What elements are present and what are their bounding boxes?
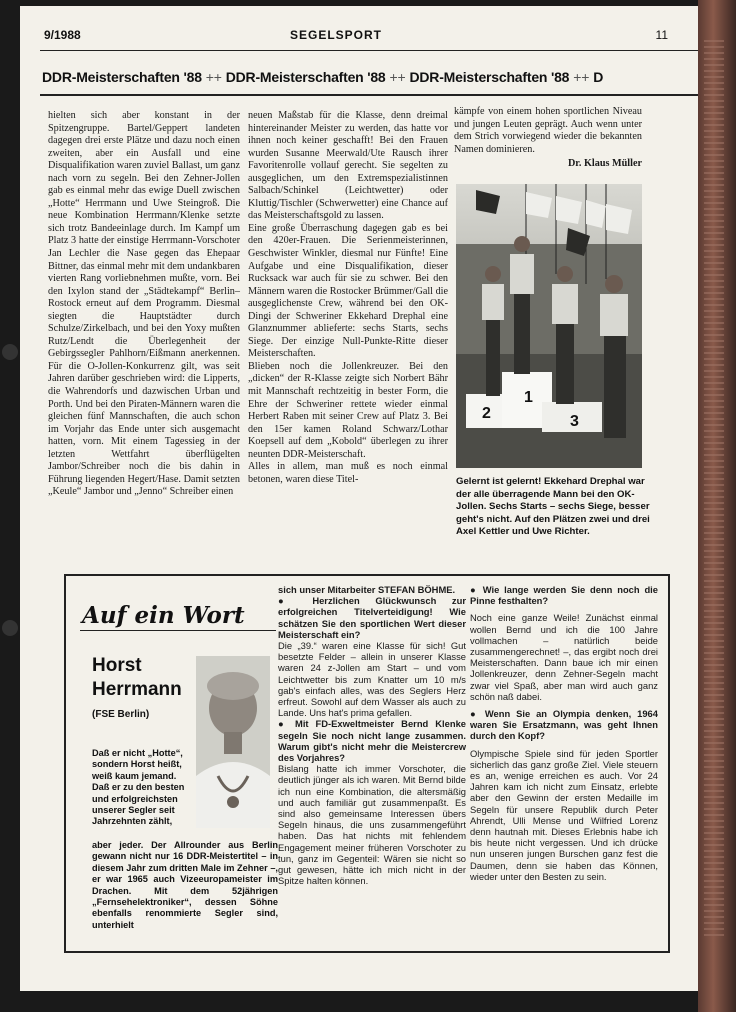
interviewee-name — [92, 654, 182, 702]
article-paragraph: Eine große Überraschung dagegen gab es bei den 420er-Frauen. Die Serienmeisterinnen, Geschwister Winkler, diesmal nur Fünfte! Eine Aufgabe und eine Disqualifikation, dieser Rucksack war auch für sie zu schwer. Bei den Männern waren die Rostocker Brümmer/Gall die ausgeglichenste Crew, während bei den OK-Dingi der Schweriner Ekkehard Drephal eine Glanznummer ablieferte: sechs Starts, sechs Siege. Der einzige Null-Punkte-Ritte dieser Meisterschaften. — [248, 222, 449, 360]
interviewee-first-name: Horst — [92, 655, 142, 676]
interview-question: ● Herzlichen Glückwunsch zur erfolgreichen Titelverteidigung! Wie schätzen Sie den sportlichen Wert dieser Meisterschaft ein? — [278, 595, 466, 640]
podium-number: 2 — [482, 405, 491, 422]
interview-answer: Bislang hatte ich immer Vorschoter, die deutlich jünger als ich waren. Mit Bernd bilde ich nun eine Kombination, die altersmäßig und auch familiär gut zusammenpaßt. Es sind also gemeinsame Interessen übers Segeln hinaus, die uns zusammengeführt haben. Das hat nichts mit fehlendem Engagement meiner früheren Vorschoter zu tun, ganz im Gegenteil: Wären sie nicht so gut gewesen, hätte ich mich nicht in der Spitze halten können. — [278, 763, 466, 887]
interview-answer: Olympische Spiele sind für jeden Sportler sicherlich das ganz große Ziel. Viele steuern es an, wenige erreichen es auch. Vor 24 Jahren kam ich nicht zum Einsatz, erlebte aber den Gewinn der ersten Medaille im Segeln für unsere Republik durch Peter Ahrendt, Ulli Mense und Wilfried Lorenz denn hautnah mit. Dieses Erlebnis habe ich bis heute nicht vergessen. Und ich drücke nun unseren jungen Burschen ganz fest die Daumen, denn sie haben das Können, wieder unter den Besten zu sein. — [470, 747, 658, 882]
podium-number: 1 — [524, 389, 533, 406]
article-paragraph: Alles in allem, man muß es noch einmal betonen, waren diese Titel- — [248, 461, 448, 485]
banner-separator: ++ — [205, 69, 222, 85]
podium-number: 3 — [570, 413, 579, 430]
interview-question: ● Wie lange werden Sie denn noch die Pinne festhalten? — [470, 584, 658, 607]
interviewee-portrait — [196, 656, 270, 828]
section-title: SEGELSPORT — [290, 28, 383, 42]
interview-column-2 — [278, 584, 466, 886]
interview-intro: Daß er nicht „Hotte“, sondern Horst heißt, weiß kaum jemand. Daß er zu den besten und erfolgreichsten unserer Segler seit Jahrzehnten zählt, — [92, 748, 185, 827]
interview-question: ● Mit FD-Exweltmeister Bernd Klenke segeln Sie noch nicht lange zusammen. Warum gibt's nicht mehr die Meistercrew des Vorjahres? — [278, 718, 466, 764]
article-paragraph: neuen Maßstab für die Klasse, denn dreimal hintereinander Meister zu werden, das hatte vor ihnen noch keiner geschafft! Bei den Frauen wurden Susanne Meerwald/Ute Rausch ihrer Favoritenrolle vollauf gerecht. Sie segelten zu ausgeglichen, um den Extremspezialistinnen Salbach/Schinkel (Leichtwetter) oder Kluttig/Tischler (Schwerwetter) eine Chance auf das Meisterschaftsgold zu lassen. — [248, 110, 448, 222]
page-header — [20, 28, 698, 48]
page-number: 11 — [655, 28, 668, 42]
interview-lead: sich unser Mitarbeiter STEFAN BÖHME. — [278, 584, 456, 595]
photo-caption: Gelernt ist gelernt! Ekkehard Drephal war der alle überragende Mann bei den OK-Jollen. Sechs Starts – sechs Siege, besser geht's nicht. Auf den Plätzen zwei und drei Axel Kettler und Uwe Richter. — [456, 476, 650, 538]
article-paragraph: Blieben noch die Jollenkreuzer. Bei den „dicken“ der R-Klasse zeigte sich Norbert Bähr mit Mannschaft rechtzeitig in bester Form, die Ehre der Schweriner rettete wieder einmal Herbert Raben mit seiner Crew auf Platz 3. Bei den 15er kamen Roland Schwarz/Lothar Koepsell auf dem „Kobold“ überlegen zu ihrer neunten DDR-Meisterschaft. — [248, 360, 448, 460]
interview-column-3 — [470, 584, 658, 882]
interview-answer: Die „39.“ waren eine Klasse für sich! Gut besetzte Felder – allein in unserer Klasse waren 24 z-Jollen am Start – und vom Leichtwetter bis zum Knatter um 10 m/s gab's einfach alles, was des Seglers Herz erfreut. Sowohl auf dem Wasser als auch zu Lande. Uns hat's prima gefallen. — [278, 640, 466, 719]
article-column-1 — [48, 110, 240, 554]
article-author: Dr. Klaus Müller — [567, 158, 642, 170]
section-banner — [42, 69, 698, 91]
banner-item: D — [593, 69, 604, 85]
interviewee-club: (FSE Berlin) — [92, 709, 150, 720]
interview-title: Auf ein Wort — [82, 602, 245, 629]
banner-item: DDR-Meisterschaften '88 — [225, 69, 386, 85]
article-paragraph: hielten sich aber konstant in der Spitzengruppe. Bartel/Geppert landeten dagegen drei erste Plätze und dazu noch einen zweiten, aber ein Ausfall und eine Disqualifikation waren zuviel Ballast, um ganz nach vorn zu segeln. Bei den Zehner-Jollen gab es einmal mehr das ewige Duell zwischen „Hotte“ Herrmann und Uwe Steingroß. Die neue Kombination Herrmann/Klenke setzte sich trotz Bandeeinlage durch. Im Kampf um Platz 3 hatte der einstige Herrmann-Vorschoter Jan Lechler die Nase gegen das Ehepaar Bittner, das einmal mehr mit dem undankbaren vierten Rang vorliebnehmen mußte, vorn. Bei den Ixylon stand der „Städtekampf“ Berlin–Rostock erneut auf dem Programm. Diesmal siegten die Hauptstädter durch Schulze/Zirkelbach, und bei den Yoxy mußten Rutz/Lendt die Überlegenheit der Gebirgssegler Pahlhorn/Eißmann anerkennen. Für die O-Jollen-Konkurrenz gilt, was seit Jahren darüber geschrieben wird: die Lipperts, die Wahrendorfs und dazwischen Urban und Porth. Und bei den Piraten-Männern waren die gleichen fünf Mannschaften, die auch schon im Vorjahr das Ende unter sich ausgemacht hatten, vorn. Mit einem Tagessieg in der letzten Wettfahrt überflügelten Jambor/Schreiber noch die bis dahin in Führung liegenden Hegert/Hase. Damit setzten „Keule“ Jambor und „Jenno“ Schreiber einen — [48, 110, 240, 498]
podium-photo — [456, 184, 642, 468]
banner-separator: ++ — [389, 69, 406, 85]
interview-answer: Noch eine ganze Weile! Zunächst einmal wollen Bernd und ich die 100 Jahre vollmachen – natürlich beide zusammengerechnet! –, das ergibt noch drei Meisterschaften. Dann baue ich mir einen Jollenkreuzer, denn Zehner-Segeln macht zwar viel Spaß, aber man wird auch ganz schön naß dabei. — [470, 612, 658, 702]
punch-hole — [2, 620, 18, 636]
banner-separator: ++ — [573, 69, 590, 85]
article-column-2 — [248, 110, 448, 554]
header-rule — [40, 50, 698, 51]
issue-number: 9/1988 — [44, 28, 81, 42]
interview-question: ● Wenn Sie an Olympia denken, 1964 waren Sie Ersatzmann, was geht Ihnen durch den Kopf? — [470, 708, 658, 742]
banner-item: DDR-Meisterschaften '88 — [42, 69, 202, 85]
podium-photo-image — [456, 184, 642, 468]
interviewee-last-name: Herrmann — [92, 679, 182, 700]
magazine-page — [20, 6, 698, 991]
article-paragraph: kämpfe von einem hohen sportlichen Niveau und jungen Leuten geprägt. Auch wenn unter dem Strich vorwiegend wieder die bekannten Namen dominieren. — [454, 106, 642, 155]
interview-box — [64, 574, 670, 953]
banner-rule — [40, 94, 698, 96]
portrait-image — [196, 656, 270, 828]
interview-title-rule — [80, 630, 276, 631]
book-binding — [698, 0, 736, 1012]
article-column-3 — [454, 106, 642, 171]
interview-intro-continued: aber jeder. Der Allrounder aus Berlin gewann nicht nur 16 DDR-Meistertitel – in diesem Jahr zum dritten Male im Zehner –, er war 1965 auch Vizeeuropameister im Drachen. Mit dem 52jährigen „Fernsehelektroniker“, dessen Söhne ebenfalls renommierte Segler sind, unterhielt — [92, 840, 278, 930]
punch-hole — [2, 344, 18, 360]
banner-item: DDR-Meisterschaften '88 — [409, 69, 570, 85]
